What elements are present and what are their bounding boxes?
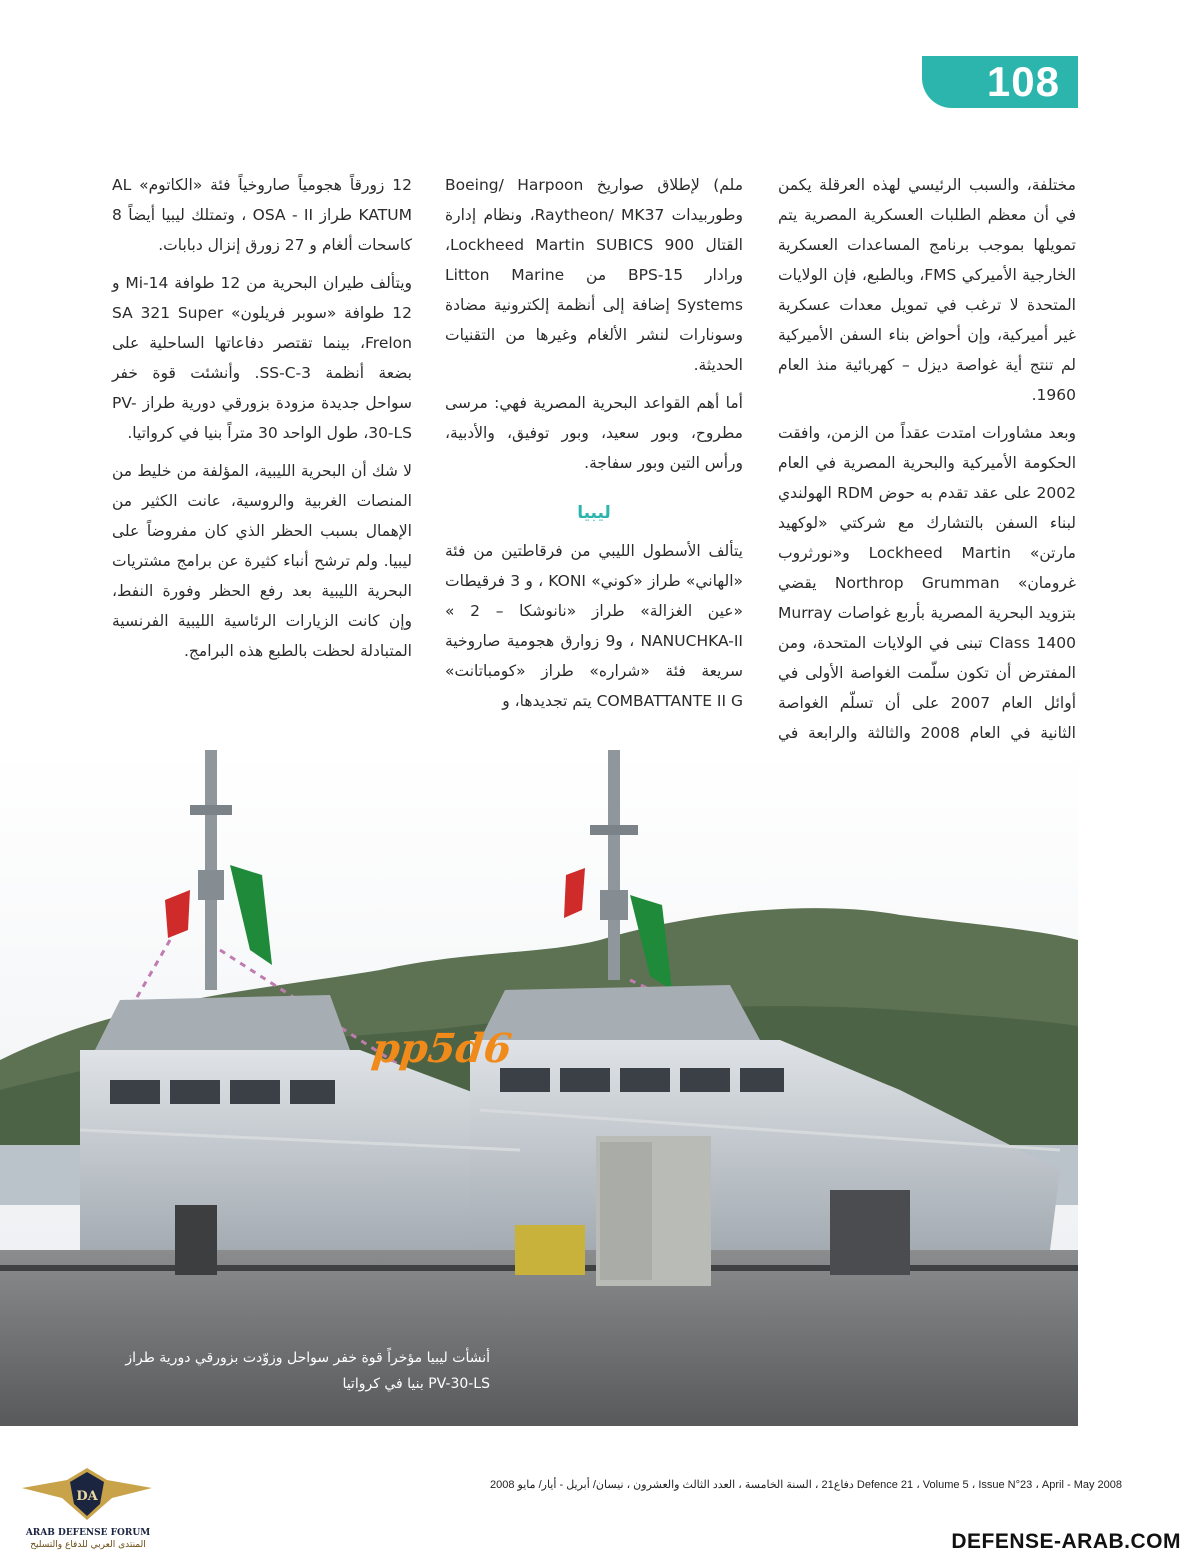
eagle-emblem-icon: [12, 1460, 162, 1530]
photo-watermark: pp5d6: [369, 1025, 515, 1072]
paragraph: 12 زورقاً هجومياً صاروخياً فئة «الكاتوم» AL KATUM طراز OSA - II ، وتمتلك ليبيا أيضاً 8 كاسحات ألغام و 27 زورق إنزال دبابات.: [112, 176, 412, 254]
paragraph: أما أهم القواعد البحرية المصرية فهي: مرسى مطروح، وبور سعيد، وبور توفيق، والأدبية، ورأس التين وبور سفاجة.: [445, 394, 743, 472]
page-number-tab: [922, 56, 1078, 108]
paragraph: مختلفة، والسبب الرئيسي لهذه العرقلة يكمن في أن معظم الطلبات العسكرية المصرية يتم تمويلها بموجب برنامج المساعدات العسكرية الخارجية الأميركي FMS، وبالطبع، فإن الولايات المتحدة لا ترغب في تمويل معدات عسكرية غير أميركية، وإن أحواض بناء السفن الأميركية لم تنتج أية غواصة ديزل – كهربائية منذ العام 1960.: [778, 176, 1076, 404]
paragraph: وبعد مشاورات امتدت عقداً من الزمن، وافقت الحكومة الأميركية والبحرية المصرية في العام 2002 على عقد تقدم به حوض RDM الهولندي لبناء السفن بالتشارك مع شركتي «لوكهيد مارتن» Lockheed Martin و«نورثروب غرومان» Northrop Grumman يقضي بتزويد البحرية المصرية بأربع غواصات Murray Class 1400 تبنى في الولايات المتحدة، ومن المفترض أن تكون سلّمت الغواصة الأولى في أوائل العام 2007 على أن تسلّم الغواصة الثانية في العام 2008 والثالثة والرابعة في: [778, 424, 1077, 742]
svg-text:DA: DA: [76, 1489, 98, 1504]
patrol-boats-photo: [0, 750, 1078, 1426]
article-column-left: [112, 170, 412, 674]
photo-illustration: [0, 750, 1078, 1426]
issue-footer: دفاع21 ، السنة الخامسة ، العدد الثالث والعشرون ، نيسان/ أبريل - أيار/ مايو 2008 Defence 21 ، Volume 5 ، Issue N°23 ، April - May 2008: [490, 1479, 1123, 1491]
logo-name: ARAB DEFENSE FORUM: [25, 1528, 151, 1538]
article-column-right: [778, 170, 1076, 846]
page-number: 108: [986, 58, 1060, 105]
logo-subtitle: المنتدى العربي للدفاع والتسليح: [30, 1540, 146, 1550]
site-url[interactable]: DEFENSE-ARAB.COM: [951, 1530, 1181, 1553]
paragraph: لا شك أن البحرية الليبية، المؤلفة من خليط من المنصات الغربية والروسية، عانت الكثير من الإهمال بسبب الحظر الذي كان مفروضاً على ليبيا. ولم ترشح أنباء كثيرة عن برامج مشتريات البحرية الليبية بعد رفع الحظر وفورة النفط، وإن كانت الزيارات الرئاسية الليبية الفرنسية المتبادلة لحظت بالطبع هذه البرامج.: [112, 462, 412, 660]
paragraph: ملم) لإطلاق صواريخ Boeing/ Harpoon وطوربيدات Raytheon/ MK37، ونظام إدارة القتال Lockheed Martin SUBICS 900، ورادار BPS-15 من Litton Marine Systems إضافة إلى أنظمة إلكترونية مضادة وسونارات لنشر الألغام وغيرها من التقنيات الحديثة.: [445, 176, 743, 374]
article-column-middle: [445, 170, 743, 724]
paragraph: يتألف الأسطول الليبي من فرقاطتين من فئة «الهاني» طراز «كوني» KONI ، و 3 فرقيطات «عين الغزالة» طراز «نانوشكا – 2 » NANUCHKA-II ، و9 زوارق هجومية صاروخية سريعة فئة «شراره» طراز «كومباتانت» COMBATTANTE II G يتم تجديدها، و: [445, 542, 743, 710]
photo-caption: أنشأت ليبيا مؤخراً قوة خفر سواحل وزوّدت بزورقي دورية طراز PV-30-LS بنيا في كرواتيا: [125, 1350, 490, 1392]
paragraph: ويتألف طيران البحرية من 12 طوافة Mi-14 و 12 طوافة «سوبر فريلون» SA 321 Super Frelon، بينما تقتصر دفاعاتها الساحلية على بضعة أنظمة SS-C-3. وأنشئت قوة خفر سواحل جديدة مزودة بزورقي دورية طراز PV-30-LS، طول الواحد 30 متراً بنيا في كرواتيا.: [112, 274, 412, 442]
section-heading-libya: ليبيا: [577, 503, 611, 523]
